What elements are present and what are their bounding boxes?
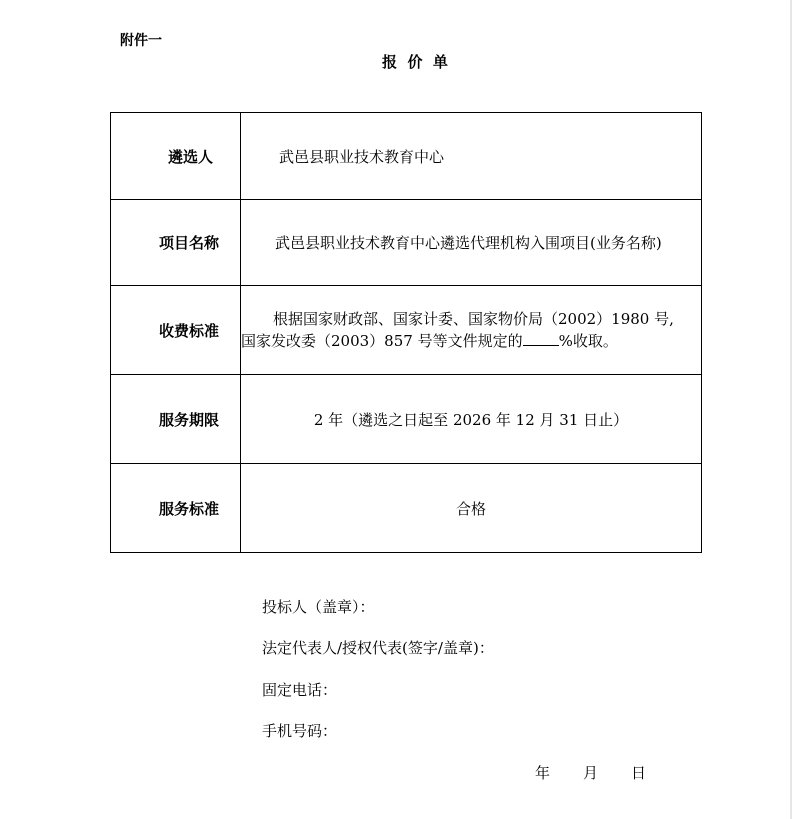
- mobile-line: 手机号码：: [262, 722, 338, 740]
- row-label-period: 服务期限: [111, 375, 241, 464]
- phone-line: 固定电话：: [262, 681, 338, 699]
- row-value-project: 武邑县职业技术教育中心遴选代理机构入围项目(业务名称): [241, 200, 702, 286]
- document-title: 报 价 单: [382, 53, 448, 71]
- quote-table: [110, 112, 702, 553]
- row-label-project: 项目名称: [111, 200, 241, 286]
- table-row: [111, 464, 702, 553]
- table-row: [111, 286, 702, 375]
- row-value-fee: 根据国家财政部、国家计委、国家物价局（2002）1980 号, 国家发改委（2003）857 号等文件规定的 %收取。: [241, 286, 702, 375]
- row-label-selector: 遴选人: [111, 113, 241, 200]
- row-value-standard: 合格: [241, 464, 702, 553]
- row-label-fee: 收费标准: [111, 286, 241, 375]
- legal-rep-line: 法定代表人/授权代表(签字/盖章)：: [262, 639, 494, 657]
- date-month: 月: [583, 764, 599, 782]
- attachment-label: 附件一: [120, 33, 162, 49]
- fee-percent-blank: [523, 333, 559, 346]
- row-label-standard: 服务标准: [111, 464, 241, 553]
- table-row: [111, 375, 702, 464]
- table-row: [111, 113, 702, 200]
- date-year: 年: [535, 764, 551, 782]
- date-day: 日: [631, 764, 647, 782]
- bidder-stamp-line: 投标人（盖章）：: [262, 598, 375, 616]
- row-value-period: 2 年（遴选之日起至 2026 年 12 月 31 日止）: [241, 375, 702, 464]
- row-value-selector: 武邑县职业技术教育中心: [241, 113, 702, 200]
- table-row: [111, 200, 702, 286]
